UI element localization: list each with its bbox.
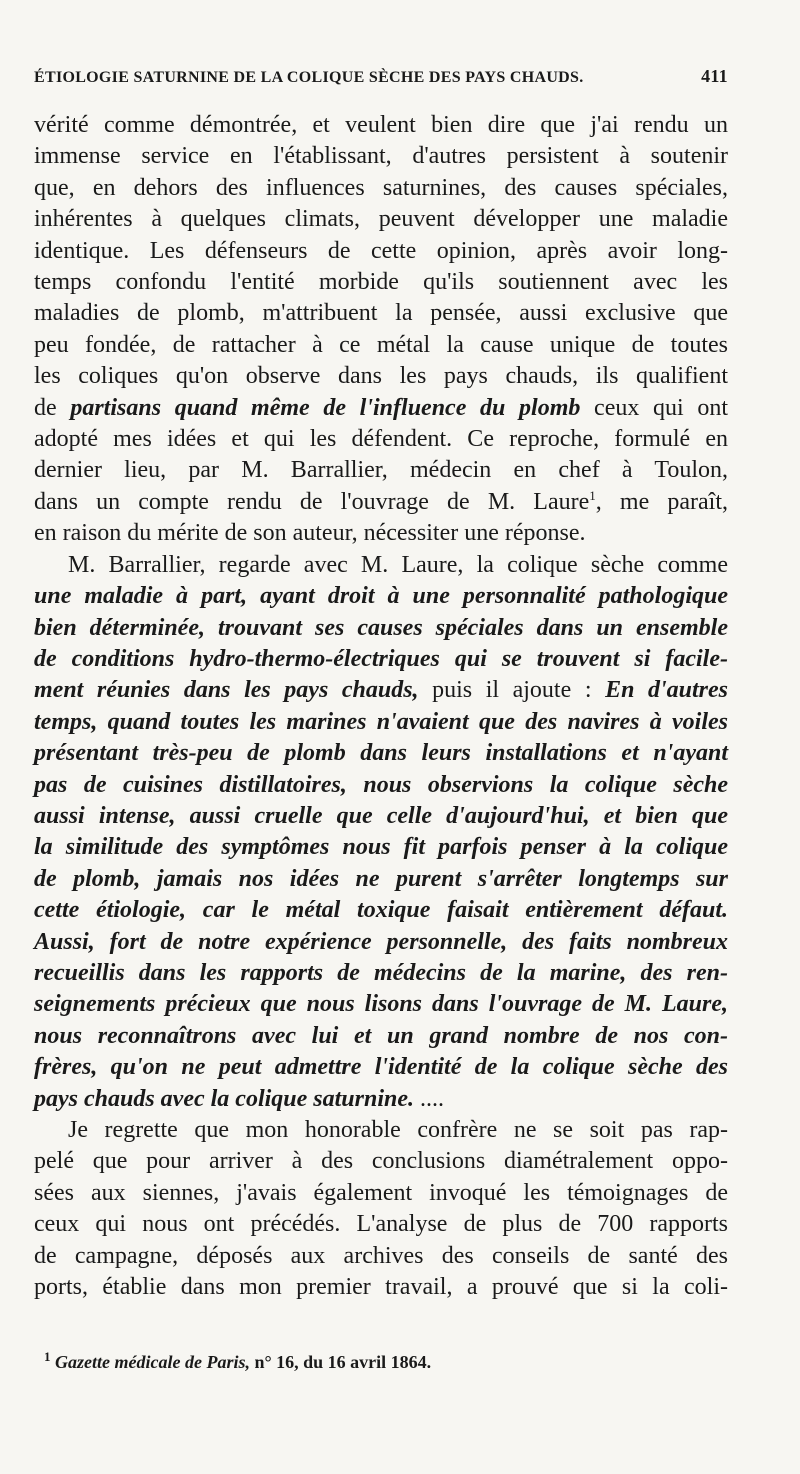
text-run: pays chauds avec la colique saturnine. [34, 1085, 415, 1112]
footnote-journal: Gazette médicale de Paris, [55, 1352, 250, 1372]
text-line [34, 487, 728, 518]
text-line [34, 1052, 728, 1083]
text-run: peu fondée, de rattacher à ce métal la cause unique de toutes [34, 331, 728, 358]
footnote-marker: 1 [44, 1349, 51, 1364]
text-run: que, en dehors des influences saturnines, des causes spéciales, [34, 174, 728, 201]
text-run: puis il ajoute : [418, 677, 606, 704]
text-run: bien déterminée, trouvant ses causes spéciales dans un ensemble [34, 614, 728, 641]
text-line [34, 298, 728, 329]
text-run: ceux qui nous ont précédés. L'analyse de plus de 700 rapports [34, 1211, 728, 1238]
text-line [34, 1178, 728, 1209]
text-line [34, 770, 728, 801]
text-run: ports, établie dans mon premier travail, a prouvé que si la coli- [34, 1274, 728, 1301]
text-run: vérité comme démontrée, et veulent bien dire que j'ai rendu un [34, 112, 728, 138]
body-text [34, 110, 728, 1303]
text-line [34, 895, 728, 926]
text-line [34, 989, 728, 1020]
text-run: M. Barrallier, regarde avec M. Laure, la colique sèche comme [68, 551, 728, 578]
text-line [34, 927, 728, 958]
text-line [34, 173, 728, 204]
text-run: de plomb, jamais nos idées ne purent s'arrêter longtemps sur [34, 865, 728, 892]
text-run: identique. Les défenseurs de cette opinion, après avoir long- [34, 237, 728, 264]
text-run: en raison du mérite de son auteur, nécessiter une réponse. [34, 520, 586, 547]
text-line [34, 518, 728, 549]
running-header-title: ÉTIOLOGIE SATURNINE DE LA COLIQUE SÈCHE DES PAYS CHAUDS. [34, 69, 584, 86]
text-run: Je regrette que mon honorable confrère ne se soit pas rap- [68, 1117, 728, 1143]
text-run: pas de cuisines distillatoires, nous observions la colique sèche [34, 771, 728, 798]
text-run: aussi intense, aussi cruelle que celle d'aujourd'hui, et bien que [34, 802, 728, 829]
text-run: de [34, 394, 71, 421]
text-run: , me paraît, [595, 488, 729, 515]
text-line [34, 1146, 728, 1177]
text-line [34, 832, 728, 863]
text-line [34, 330, 728, 361]
text-run: ceux qui ont [580, 394, 729, 421]
text-run: maladies de plomb, m'attribuent la pensée, aussi exclusive que [34, 300, 728, 327]
text-line [34, 707, 728, 738]
text-run: .... [414, 1085, 445, 1112]
text-run: partisans quand même de l'influence du plomb [70, 394, 581, 421]
text-line [34, 141, 728, 172]
page-number: 411 [701, 66, 728, 86]
text-line [34, 801, 728, 832]
text-run: ment réunies dans les pays chauds, [34, 677, 419, 704]
text-line [34, 1021, 728, 1052]
text-run: nous reconnaîtrons avec lui et un grand nombre de nos con- [34, 1022, 728, 1049]
footnote-citation: n° 16, du 16 avril 1864. [249, 1352, 432, 1372]
text-line [34, 958, 728, 989]
text-run: les coliques qu'on observe dans les pays chauds, ils qualifient [34, 363, 728, 390]
text-run: cette étiologie, car le métal toxique faisait entièrement défaut. [34, 897, 728, 924]
text-line [34, 1272, 728, 1303]
text-run: En d'autres [605, 677, 729, 704]
text-run: pelé que pour arriver à des conclusions diamétralement oppo- [34, 1148, 728, 1175]
text-line [34, 1084, 728, 1115]
text-line [34, 864, 728, 895]
text-run: temps confondu l'entité morbide qu'ils soutiennent avec les [34, 269, 728, 296]
text-run: sées aux siennes, j'avais également invoqué les témoignages de [34, 1179, 728, 1206]
text-line [34, 361, 728, 392]
text-run: seignements précieux que nous lisons dans l'ouvrage de M. Laure, [34, 991, 728, 1018]
text-run: de campagne, déposés aux archives des conseils de santé des [34, 1242, 728, 1269]
text-line [34, 613, 728, 644]
text-run: dernier lieu, par M. Barrallier, médecin en chef à Toulon, [34, 457, 728, 484]
text-run: frères, qu'on ne peut admettre l'identité de la colique sèche des [34, 1054, 728, 1081]
text-run: dans un compte rendu de l'ouvrage de M. Laure [34, 488, 590, 515]
text-line [34, 644, 728, 675]
text-line [34, 267, 728, 298]
text-run: Aussi, fort de notre expérience personnelle, des faits nombreux [34, 928, 728, 955]
text-run: recueillis dans les rapports de médecins de la marine, des ren- [34, 959, 728, 986]
text-run: adopté mes idées et qui les défendent. Ce reproche, formulé en [34, 426, 728, 453]
footnote [44, 1349, 724, 1373]
text-line [34, 738, 728, 769]
text-line [34, 110, 728, 141]
text-line [34, 1209, 728, 1240]
text-line [34, 393, 728, 424]
text-line [34, 1115, 728, 1146]
text-line [34, 581, 728, 612]
text-line [34, 550, 728, 581]
text-run: temps, quand toutes les marines n'avaient que des navires à voiles [34, 708, 728, 735]
text-line [34, 204, 728, 235]
text-line [34, 236, 728, 267]
text-run: une maladie à part, ayant droit à une personnalité pathologique [34, 583, 728, 610]
text-line [34, 675, 728, 706]
running-header [34, 66, 728, 87]
text-run: de conditions hydro-thermo-électriques qui se trouvent si facile- [34, 645, 728, 672]
text-line [34, 424, 728, 455]
text-run: inhérentes à quelques climats, peuvent développer une maladie [34, 206, 728, 233]
text-line [34, 1241, 728, 1272]
text-run: 1 [589, 487, 596, 503]
text-run: la similitude des symptômes nous fit parfois penser à la colique [34, 834, 728, 861]
text-line [34, 455, 728, 486]
text-run: présentant très-peu de plomb dans leurs installations et n'ayant [34, 740, 728, 767]
text-run: immense service en l'établissant, d'autres persistent à soutenir [34, 143, 728, 170]
